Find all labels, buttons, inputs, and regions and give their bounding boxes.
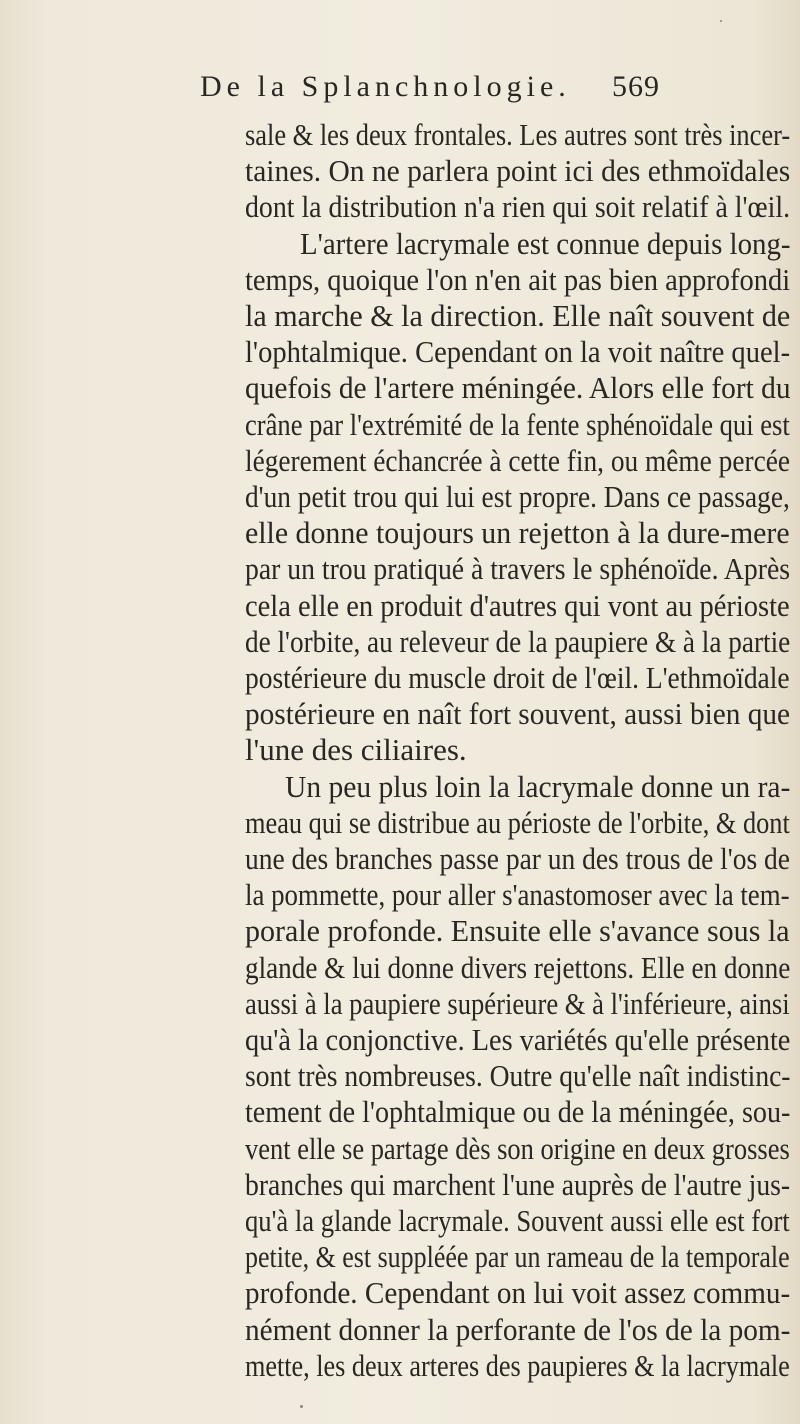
running-title: De la Splanchnologie. (200, 70, 571, 103)
text-line: petite, & est suppléée par un rameau de la temporale (245, 1239, 790, 1275)
text-line: quefois de l'artere méningée. Alors elle fort du (245, 370, 791, 406)
ink-speck (720, 20, 722, 22)
text-line: cela elle en produit d'autres qui vont au périoste (245, 587, 790, 623)
text-line: profonde. Cependant on lui voit assez commu- (245, 1275, 791, 1311)
text-line: vent elle se partage dès son origine en deux grosses (245, 1130, 790, 1166)
text-line: porale profonde. Ensuite elle s'avance sous la (245, 913, 790, 949)
text-line: d'un petit trou qui lui est propre. Dans ce passage, (245, 479, 790, 514)
text-line: une des branches passe par un des trous de l'os de (245, 841, 790, 876)
text-line: postérieure en naît fort souvent, aussi bien que (245, 696, 791, 732)
text-line: par un trou pratiqué à travers le sphénoïde. Après (245, 551, 791, 587)
text-line: postérieure du muscle droit de l'œil. L'ethmoïdale (245, 660, 790, 695)
text-line: l'ophtalmique. Cependant on la voit naître quel- (245, 334, 791, 370)
page-header (200, 70, 680, 110)
text-line: glande & lui donne divers rejettons. Elle en donne (245, 949, 791, 985)
text-line: crâne par l'extrémité de la fente sphénoïdale qui est (245, 406, 790, 442)
text-line: la marche & la direction. Elle naît souvent de (245, 298, 791, 333)
text-line: aussi à la paupiere supérieure & à l'inférieure, ainsi (245, 985, 790, 1021)
text-line: meau qui se distribue au périoste de l'orbite, & dont (245, 804, 790, 840)
text-line: nément donner la perforante de l'os de la pom- (245, 1311, 791, 1347)
text-line: sale & les deux frontales. Les autres sont très incer- (245, 117, 791, 152)
page-number: 569 (612, 70, 660, 103)
text-line: tement de l'ophtalmique ou de la méningée, sou- (245, 1094, 791, 1130)
text-line: branches qui marchent l'une auprès de l'autre jus- (245, 1166, 791, 1202)
text-line: qu'à la glande lacrymale. Souvent aussi elle est fort (245, 1203, 790, 1238)
text-line: l'une des ciliaires. (245, 732, 467, 768)
text-line: mette, les deux arteres des paupieres & la lacrymale (245, 1347, 790, 1383)
text-line: qu'à la conjonctive. Les variétés qu'elle présente (245, 1022, 791, 1057)
text-line: Un peu plus loin la lacrymale donne un ra- (285, 768, 791, 804)
text-line: taines. On ne parlera point ici des ethmoïdales (245, 153, 791, 189)
text-line: de l'orbite, au releveur de la paupiere & à la partie (245, 623, 791, 659)
text-line: temps, quoique l'on n'en ait pas bien approfondi (245, 261, 791, 297)
ink-speck (300, 1405, 303, 1408)
text-line: elle donne toujours un rejetton à la dure-mere (245, 515, 790, 551)
text-line: dont la distribution n'a rien qui soit relatif à l'œil. (245, 189, 791, 225)
text-line: L'artere lacrymale est connue depuis long- (300, 225, 791, 261)
text-line: sont très nombreuses. Outre qu'elle naît indistinc- (245, 1058, 791, 1094)
text-line: la pommette, pour aller s'anastomoser avec la tem- (245, 877, 790, 913)
text-line: légerement échancrée à cette fin, ou même percée (245, 442, 790, 478)
